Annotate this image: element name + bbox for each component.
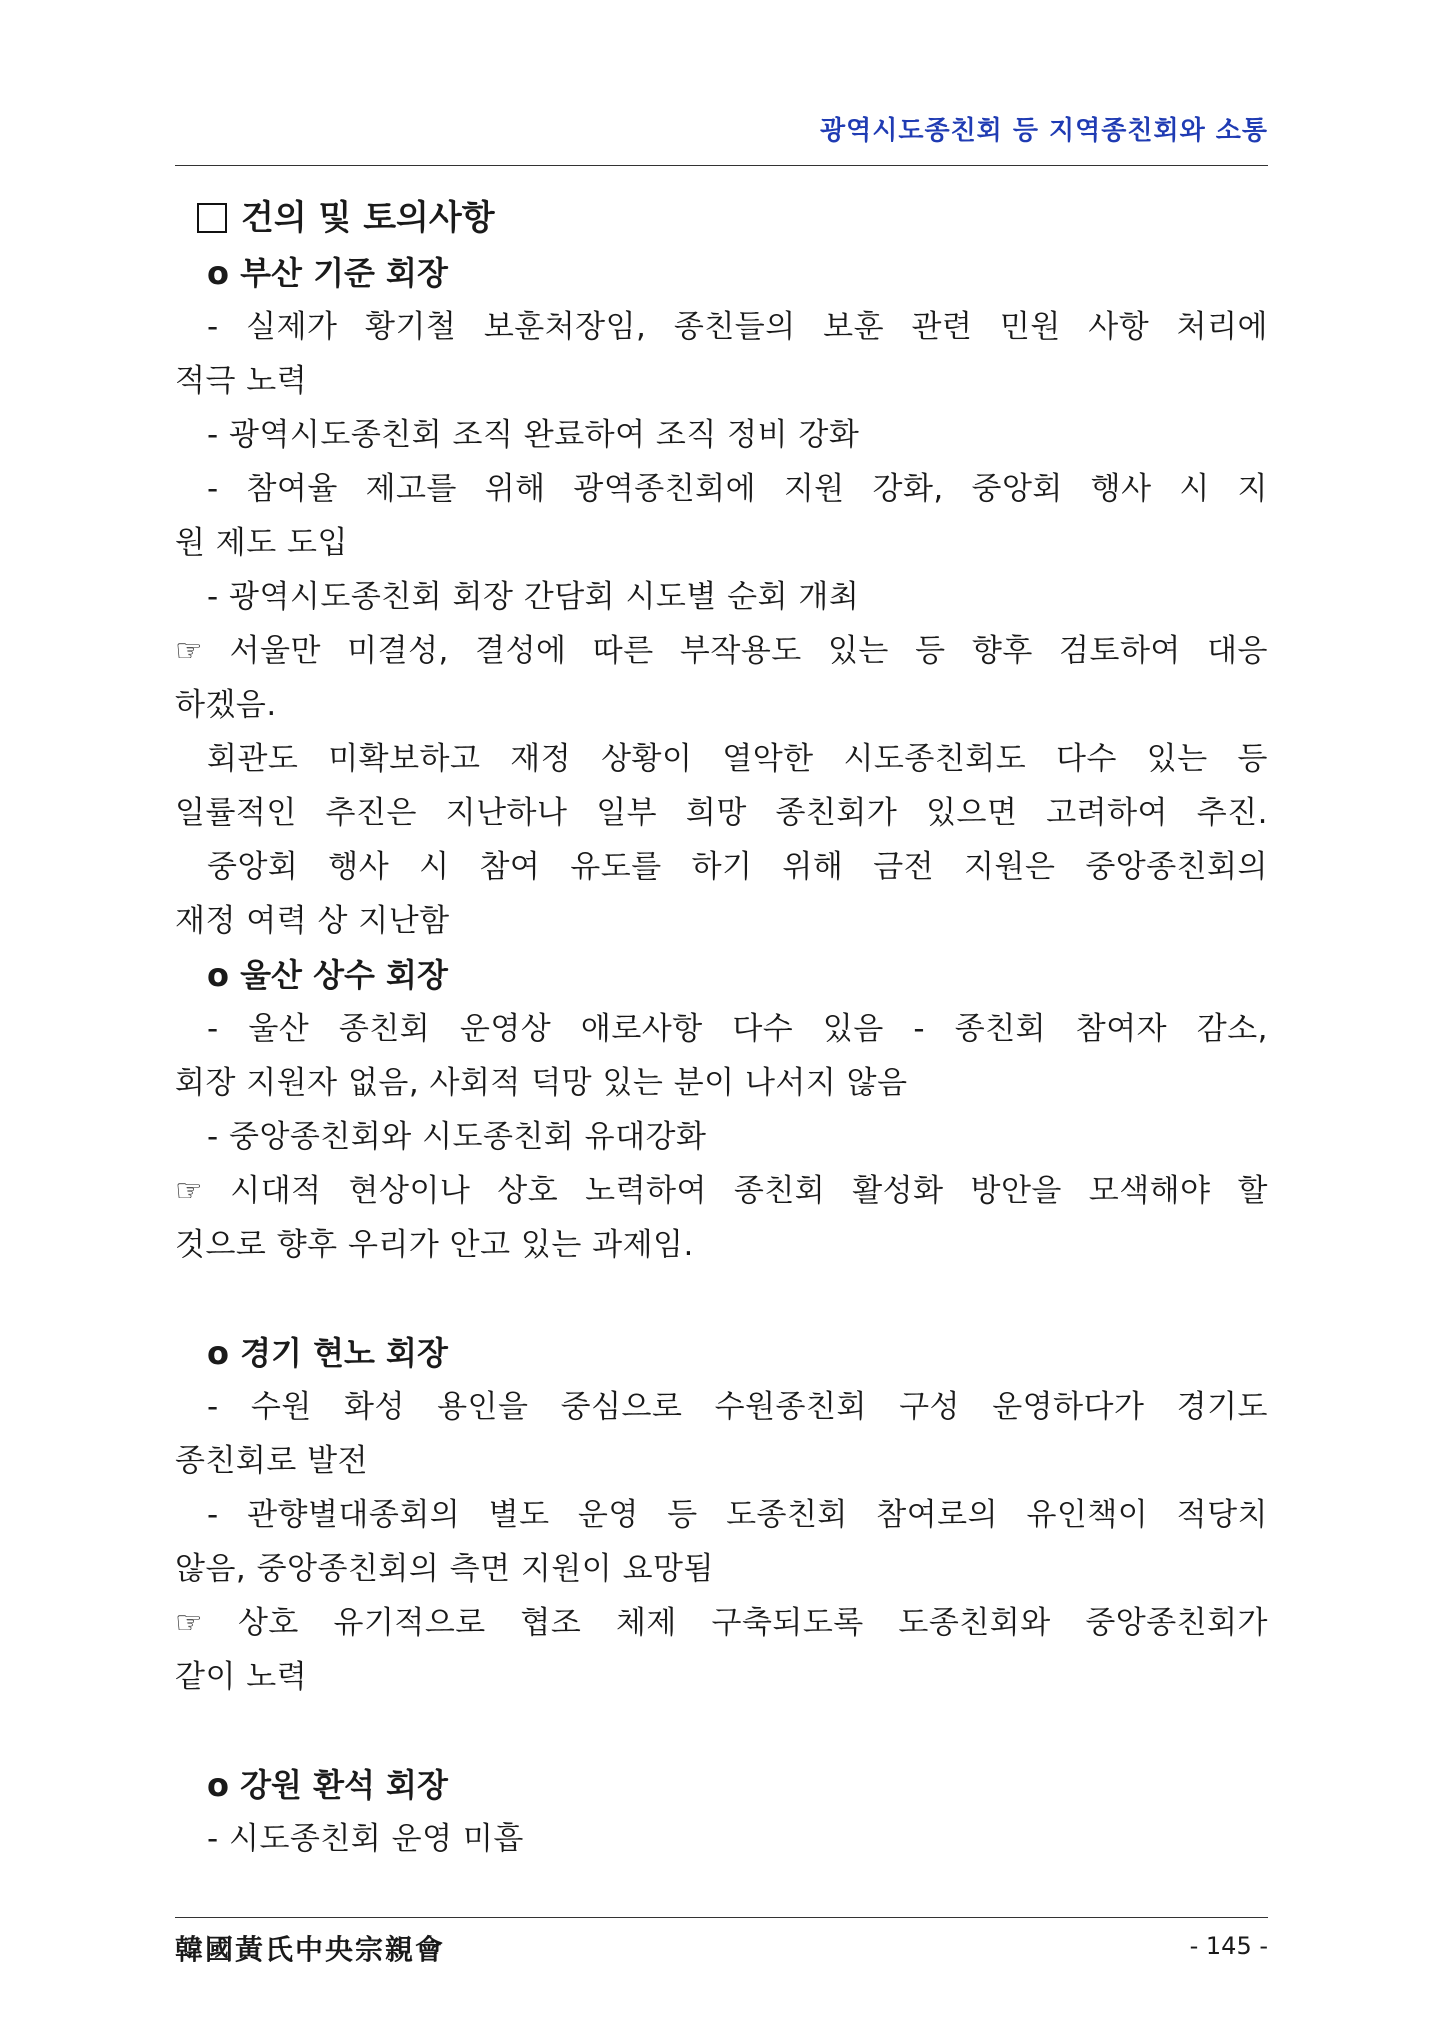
busan-reply: 회관도 미확보하고 재정 상황이 열악한 시도종친회도 다수 있는 등: [207, 741, 1268, 777]
checkbox-icon: [197, 203, 227, 233]
footer-divider: [175, 1917, 1268, 1918]
busan-line: 원 제도 도입: [175, 525, 348, 561]
main-content: [175, 190, 1268, 1866]
busan-line: - 참여율 제고를 위해 광역종친회에 지원 강화, 중앙회 행사 시 지: [207, 471, 1268, 507]
gyeonggi-heading: o 경기 현노 회장: [207, 1334, 448, 1372]
busan-reply: 일률적인 추진은 지난하나 일부 희망 종친회가 있으면 고려하여 추진.: [175, 795, 1268, 831]
gyeonggi-line: 종친회로 발전: [175, 1443, 369, 1479]
ulsan-line: - 울산 종친회 운영상 애로사항 다수 있음 - 종친회 참여자 감소,: [207, 1011, 1268, 1047]
busan-heading: o 부산 기준 회장: [207, 254, 448, 292]
section-title: [175, 190, 1268, 246]
gyeonggi-line: - 관향별대종회의 별도 운영 등 도종친회 참여로의 유인책이 적당치: [207, 1497, 1268, 1533]
ulsan-line: 회장 지원자 없음, 사회적 덕망 있는 분이 나서지 않음: [175, 1065, 908, 1101]
busan-reply: 하겠음.: [175, 687, 277, 723]
ulsan-reply: ☞ 시대적 현상이나 상호 노력하여 종친회 활성화 방안을 모색해야 할: [175, 1173, 1268, 1209]
busan-line: - 실제가 황기철 보훈처장임, 종친들의 보훈 관련 민원 사항 처리에: [207, 309, 1268, 345]
footer-organization: 韓國黃氏中央宗親會: [175, 1933, 446, 1966]
busan-line: - 광역시도종친회 회장 간담회 시도별 순회 개최: [207, 579, 860, 615]
busan-reply: 재정 여력 상 지난함: [175, 903, 450, 939]
busan-line: - 광역시도종친회 조직 완료하여 조직 정비 강화: [207, 417, 860, 453]
gangwon-heading: o 강원 환석 회장: [207, 1766, 448, 1804]
busan-reply: 중앙회 행사 시 참여 유도를 하기 위해 금전 지원은 중앙종친회의: [207, 849, 1268, 885]
ulsan-heading: o 울산 상수 회장: [207, 956, 448, 994]
ulsan-line: - 중앙종친회와 시도종친회 유대강화: [207, 1119, 707, 1155]
gyeonggi-line: - 수원 화성 용인을 중심으로 수원종친회 구성 운영하다가 경기도: [207, 1389, 1268, 1425]
spacer: [175, 1704, 1268, 1758]
page-number: - 145 -: [1189, 1932, 1268, 1960]
ulsan-reply: 것으로 향후 우리가 안고 있는 과제임.: [175, 1227, 694, 1263]
gyeonggi-reply: 같이 노력: [175, 1659, 308, 1695]
gyeonggi-line: 않음, 중앙종친회의 측면 지원이 요망됨: [175, 1551, 714, 1587]
header-divider: [175, 165, 1268, 166]
section-title-text: 건의 및 토의사항: [241, 198, 495, 238]
gyeonggi-reply: ☞ 상호 유기적으로 협조 체제 구축되도록 도종친회와 중앙종친회가: [175, 1605, 1268, 1641]
spacer: [175, 1272, 1268, 1326]
busan-reply: ☞ 서울만 미결성, 결성에 따른 부작용도 있는 등 향후 검토하여 대응: [175, 633, 1268, 669]
running-header: 광역시도종친회 등 지역종친회와 소통: [819, 116, 1268, 146]
busan-line: 적극 노력: [175, 363, 308, 399]
gangwon-line: - 시도종친회 운영 미흡: [207, 1821, 524, 1857]
